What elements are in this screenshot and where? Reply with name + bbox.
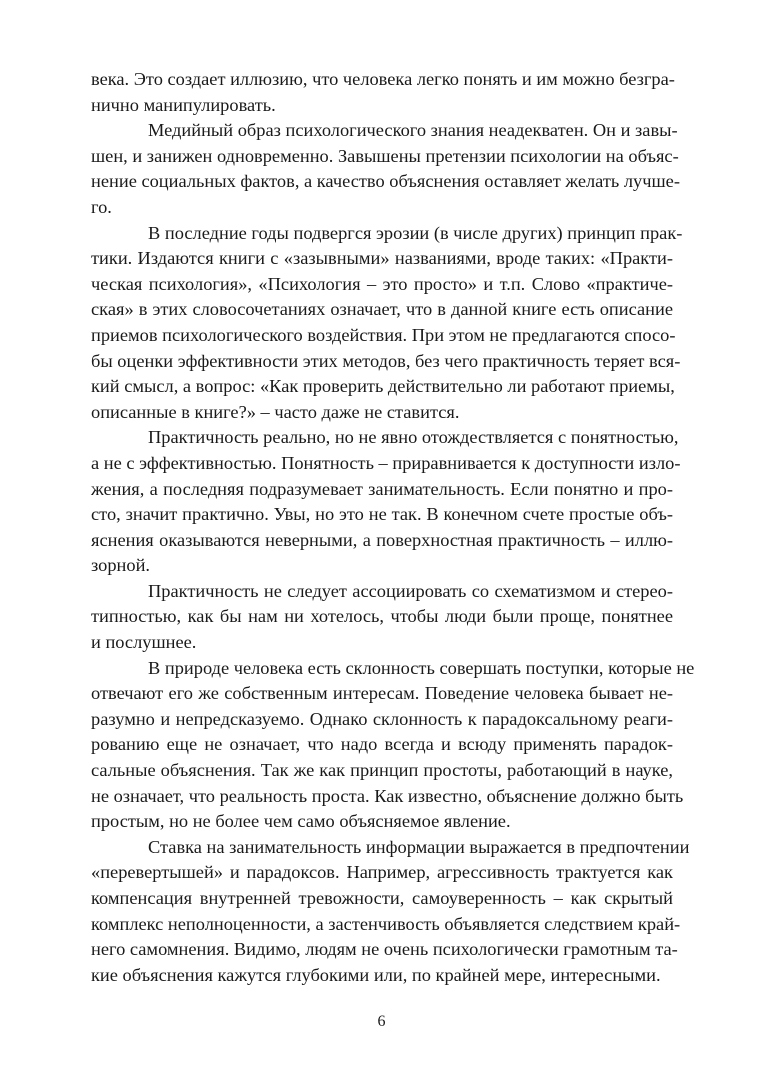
paragraph	[91, 221, 683, 426]
text-line: шен, и занижен одновременно. Завышены претензии психологии на объяс-	[91, 145, 679, 166]
text-line: приемов психологического воздействия. При этом не предлагаются спосо-	[91, 324, 676, 345]
text-line: кие объяснения кажутся глубокими или, по крайней мере, интересными.	[91, 964, 661, 985]
text-line: века. Это создает иллюзию, что человека легко понять и им можно безгра-	[91, 69, 675, 89]
text-line: разумно и непредсказуемо. Однако склонность к парадоксальному реаги-	[91, 708, 673, 729]
text-line: комплекс неполноценности, а застенчивость объявляется следствием край-	[91, 913, 681, 934]
text-line: описанные в книге?» – часто даже не ставится.	[91, 401, 460, 422]
paragraph	[91, 425, 681, 579]
text-line: и послушнее.	[91, 632, 197, 653]
text-line: ская» в этих словосочетаниях означает, что в данной книге есть описание	[91, 299, 673, 320]
page-number: 6	[377, 1013, 386, 1030]
text-line: В природе человека есть склонность совершать поступки, которые не	[148, 657, 695, 678]
text-line: Практичность не следует ассоциировать со схематизмом и стерео-	[148, 580, 673, 601]
text-line: бы оценки эффективности этих методов, без чего практичность теряет вся-	[91, 350, 681, 371]
text-line: сальные объяснения. Так же как принцип простоты, работающий в науке,	[91, 760, 673, 781]
text-line: нично манипулировать.	[91, 94, 276, 115]
text-line: нение социальных фактов, а качество объяснения оставляет желать лучше-	[91, 171, 680, 192]
text-line: сто, значит практично. Увы, но это не так. В конечном счете простые объ-	[91, 504, 673, 525]
text-line: ческая психология», «Психология – это просто» и т.п. Слово «практиче-	[91, 273, 673, 294]
text-line: отвечают его же собственным интересам. Поведение человека бывает не-	[91, 683, 673, 704]
text-line: жения, а последняя подразумевает занимательность. Если понятно и про-	[91, 478, 673, 499]
text-line: Ставка на занимательность информации выражается в предпочтении	[148, 836, 690, 857]
paragraph	[91, 835, 690, 989]
text-line: го.	[91, 196, 112, 217]
text-line: компенсация внутренней тревожности, самоуверенность – как скрытый	[91, 888, 673, 908]
paragraph	[91, 118, 680, 220]
text-line: яснения оказываются неверными, а поверхностная практичность – иллю-	[91, 529, 673, 550]
text-line: кий смысл, а вопрос: «Как проверить действительно ли работают приемы,	[91, 376, 675, 397]
text-line: не означает, что реальность проста. Как известно, объяснение должно быть	[91, 785, 684, 806]
paragraph	[91, 579, 673, 656]
text-line: рованию еще не означает, что надо всегда и всюду применять парадок-	[91, 734, 673, 755]
text-line: «перевертышей» и парадоксов. Например, агрессивность трактуется как	[91, 862, 673, 883]
text-line: него самомнения. Видимо, людям не очень психологически грамотным та-	[91, 939, 678, 960]
text-line: а не с эффективностью. Понятность – приравнивается к доступности изло-	[91, 452, 681, 473]
text-line: В последние годы подвергся эрозии (в числе других) принцип прак-	[148, 222, 683, 243]
text-line: Медийный образ психологического знания неадекватен. Он и завы-	[148, 120, 678, 141]
text-line: тики. Издаются книги с «зазывными» названиями, вроде таких: «Практи-	[91, 248, 673, 269]
paragraph	[91, 656, 695, 835]
paragraph	[91, 67, 673, 118]
text-line: типностью, как бы нам ни хотелось, чтобы люди были проще, понятнее	[91, 606, 673, 627]
text-line: Практичность реально, но не явно отождествляется с понятностью,	[148, 427, 679, 448]
text-line: зорной.	[91, 555, 151, 576]
text-line: простым, но не более чем само объясняемое явление.	[91, 811, 511, 832]
body-text	[91, 67, 695, 988]
